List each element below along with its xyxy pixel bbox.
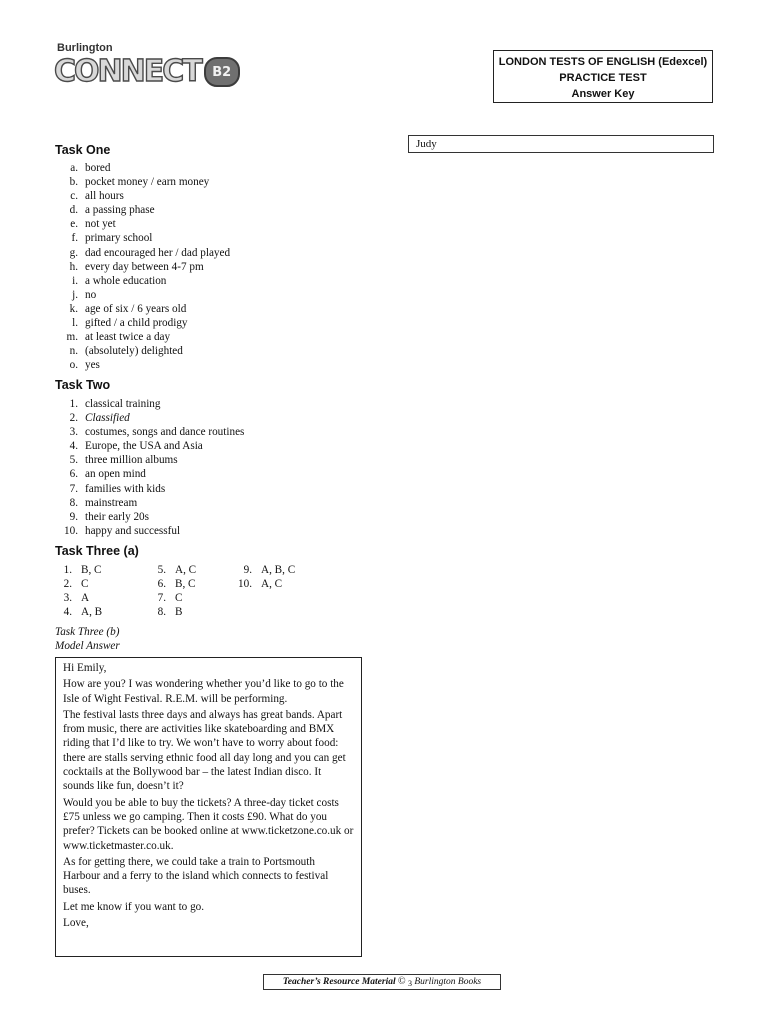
answer-value: A, C: [175, 564, 197, 576]
list-item: [56, 524, 244, 538]
item-text: mainstream: [85, 496, 138, 509]
task-three-a-heading: Task Three (a): [55, 544, 139, 558]
answer-number: 6.: [157, 578, 166, 590]
item-label: i.: [72, 274, 78, 287]
item-text: bored: [85, 162, 111, 174]
item-text: primary school: [85, 232, 153, 245]
item-label: 6.: [69, 468, 78, 481]
item-text: Classified: [85, 412, 130, 425]
item-label: a.: [70, 162, 78, 174]
item-label: b.: [69, 176, 78, 189]
answer-number: 9.: [243, 564, 252, 576]
task-one-list: [56, 161, 230, 372]
item-label: 1.: [69, 398, 78, 410]
test-title-note: (Edexcel): [658, 56, 708, 68]
footer-label: Teacher’s Resource Material: [282, 977, 396, 987]
letter-paragraph: Hi Emily,: [63, 662, 107, 674]
answer-value: A, B, C: [261, 564, 296, 576]
student-name-field: Judy: [408, 135, 714, 153]
test-type: PRACTICE TEST: [559, 72, 647, 84]
item-text: all hours: [85, 190, 124, 203]
item-text: not yet: [85, 218, 116, 231]
answer-cell: [56, 563, 102, 577]
list-item: [56, 288, 230, 302]
item-label: f.: [71, 232, 78, 245]
publisher-name: Burlington: [57, 42, 113, 54]
answer-cell: [150, 577, 196, 591]
item-text: their early 20s: [85, 510, 149, 523]
answer-cell: [56, 605, 102, 619]
item-label: m.: [66, 331, 78, 344]
list-item: [56, 246, 230, 260]
copyright-symbol: ©: [398, 976, 406, 987]
model-answer-letter: [55, 657, 362, 957]
list-item: [56, 231, 230, 245]
list-item: [56, 330, 230, 344]
list-item: [56, 316, 230, 330]
item-text: a whole education: [85, 274, 167, 287]
letter-paragraph: Love,: [63, 917, 89, 930]
answer-value: B: [175, 606, 183, 618]
model-answer-label: Model Answer: [55, 640, 120, 652]
item-text: at least twice a day: [85, 331, 171, 344]
list-item: [56, 260, 230, 274]
level-badge: B2: [204, 57, 240, 87]
item-label: 10.: [64, 524, 78, 537]
list-item: [56, 453, 244, 467]
item-label: 9.: [69, 510, 78, 523]
item-text: costumes, songs and dance routines: [85, 426, 245, 439]
list-item: [56, 425, 244, 439]
task-one-heading: Task One: [55, 143, 111, 157]
list-item: [56, 439, 244, 453]
item-text: every day between 4-7 pm: [85, 260, 204, 273]
item-label: l.: [72, 317, 78, 330]
list-item: [56, 189, 230, 203]
list-item: [56, 217, 230, 231]
answer-value: B, C: [81, 564, 102, 576]
answer-number: 4.: [63, 606, 72, 618]
letter-paragraph: Would you be able to buy the tickets? A three-day ticket costs £75 unless we go camping. Then it costs £90. What do you prefer? Tickets can be booked online at www.ticketzone.co.uk or www.ticketmaster.co.uk.: [63, 796, 354, 852]
item-text: happy and successful: [85, 524, 181, 537]
answer-value: B, C: [175, 578, 196, 590]
answer-value: C: [81, 578, 89, 590]
answer-number: 3.: [63, 592, 72, 604]
page-number: 3: [407, 979, 412, 988]
answer-cell: [236, 577, 282, 591]
item-label: k.: [69, 302, 78, 315]
list-item: [56, 344, 230, 358]
letter-paragraph: How are you? I was wondering whether you’d like to go to the Isle of Wight Festival. R.E.M. will be performing.: [63, 678, 344, 705]
item-text: an open mind: [85, 468, 146, 481]
answer-key-label: Answer Key: [571, 88, 635, 100]
list-item: [56, 467, 244, 481]
test-header-box: [493, 50, 713, 103]
list-item: [56, 274, 230, 288]
answer-cell: [236, 563, 295, 577]
item-label: c.: [70, 190, 78, 203]
letter-paragraph: As for getting there, we could take a train to Portsmouth Harbour and a ferry to the island which connects to festival buses.: [63, 855, 329, 897]
list-item: [56, 161, 230, 175]
answer-value: A: [81, 592, 90, 604]
answer-number: 2.: [63, 578, 72, 590]
answer-number: 10.: [238, 578, 252, 590]
task-three-a-answers: [56, 563, 356, 619]
item-label: 7.: [69, 482, 78, 495]
item-label: h.: [69, 260, 78, 273]
item-text: gifted / a child prodigy: [85, 317, 188, 330]
answer-number: 8.: [157, 606, 166, 618]
answer-value: A, B: [81, 606, 103, 618]
answer-cell: [150, 605, 182, 619]
task-two-list: [56, 397, 244, 538]
list-item: [56, 510, 244, 524]
task-two-heading: Task Two: [55, 378, 111, 392]
answer-cell: [56, 577, 88, 591]
item-label: 3.: [69, 426, 78, 439]
item-label: e.: [70, 218, 78, 231]
list-item: [56, 411, 244, 425]
connect-logo: [54, 54, 240, 90]
test-title-main: LONDON TESTS OF ENGLISH: [498, 56, 656, 68]
answer-cell: [150, 591, 182, 605]
item-text: age of six / 6 years old: [85, 302, 187, 315]
item-label: 5.: [69, 454, 78, 467]
series-name: CONNECT: [54, 54, 201, 89]
item-label: 4.: [69, 440, 78, 453]
answer-value: A, C: [261, 578, 283, 590]
list-item: [56, 496, 244, 510]
item-text: no: [85, 288, 97, 301]
item-label: 8.: [69, 496, 78, 509]
answer-number: 5.: [157, 564, 166, 576]
answer-cell: [150, 563, 196, 577]
item-text: Europe, the USA and Asia: [85, 440, 203, 453]
item-text: yes: [85, 359, 100, 372]
item-text: a passing phase: [85, 204, 155, 217]
letter-paragraph: Let me know if you want to go.: [63, 900, 205, 913]
item-text: families with kids: [85, 482, 166, 495]
answer-value: C: [175, 592, 183, 604]
list-item: [56, 203, 230, 217]
item-text: pocket money / earn money: [85, 176, 210, 189]
item-text: (absolutely) delighted: [85, 345, 183, 358]
list-item: [56, 302, 230, 316]
answer-cell: [56, 591, 89, 605]
item-label: o.: [69, 359, 78, 372]
letter-paragraph: The festival lasts three days and always has great bands. Apart from music, there are activities like skateboarding and BMX riding that I’d like to try. We won’t have to worry about food: there are stalls serving ethnic food all day long and you can get cocktails at the Bollywood bar – the latest Indian disco. It sounds like fun, doesn’t it?: [63, 708, 346, 793]
item-label: 2.: [69, 412, 78, 425]
footer-publisher: Burlington Books: [414, 977, 482, 987]
item-label: j.: [72, 288, 78, 301]
item-label: g.: [69, 246, 78, 259]
item-text: dad encouraged her / dad played: [85, 246, 231, 259]
task-three-b-heading: Task Three (b): [55, 626, 120, 638]
answer-number: 1.: [63, 564, 72, 576]
item-text: classical training: [85, 398, 161, 410]
list-item: [56, 482, 244, 496]
item-text: three million albums: [85, 454, 178, 467]
item-label: d.: [69, 204, 78, 217]
test-title: [494, 54, 712, 70]
item-label: n.: [69, 345, 78, 358]
page-footer: [263, 974, 501, 990]
list-item: [56, 397, 244, 411]
list-item: [56, 175, 230, 189]
list-item: [56, 358, 230, 372]
answer-number: 7.: [157, 592, 166, 604]
